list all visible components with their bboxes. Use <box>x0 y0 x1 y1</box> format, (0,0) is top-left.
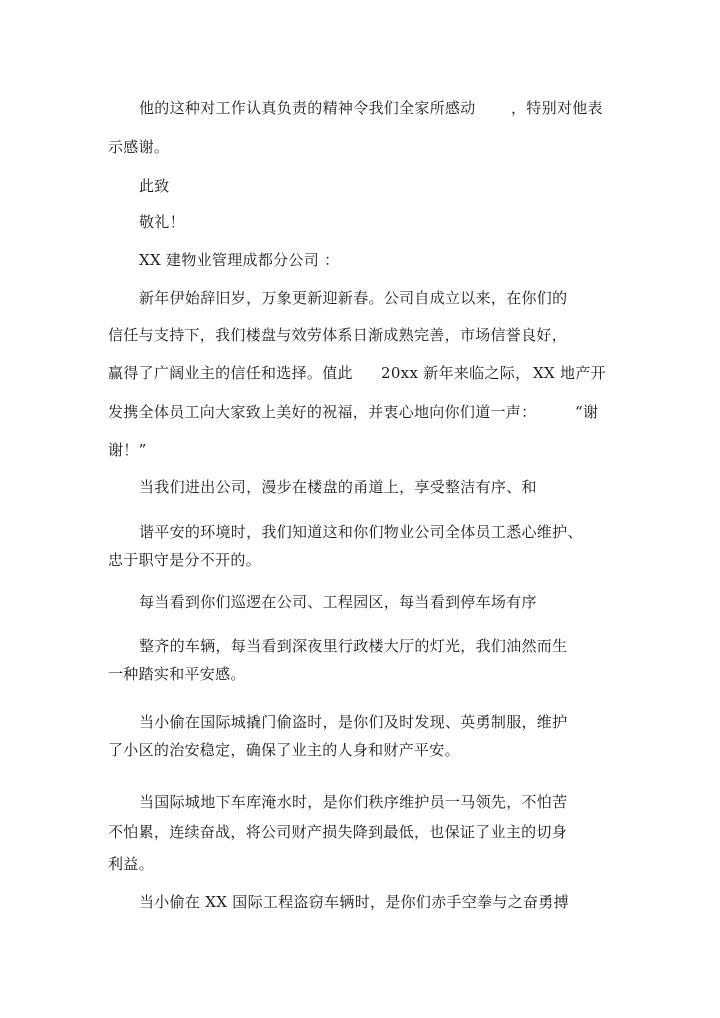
body-line: 了小区的治安稳定，确保了业主的人身和财产平安。 <box>108 741 460 759</box>
body-line: 示感谢。 <box>108 138 170 156</box>
body-line: 忠于职守是分不开的。 <box>108 551 262 569</box>
body-line: 当国际城地下车库淹水时，是你们秩序维护员一马领先，不怕苦 <box>139 793 568 811</box>
closing-salutation: 敬礼！ <box>139 213 185 231</box>
body-line: 20xx 新年来临之际， <box>381 364 531 382</box>
body-line: 他的这种对工作认真负责的精神令我们全家所感动 <box>139 99 476 117</box>
addressee-line: XX 建物业管理成都分公司 ： <box>139 251 340 269</box>
body-line: 整齐的车辆，每当看到深夜里行政楼大厅的灯光，我们油然而生 <box>139 637 568 655</box>
closing-salutation: 此致 <box>139 177 170 195</box>
body-line: 当小偷在 XX 国际工程盗窃车辆时，是你们赤手空拳与之奋勇搏 <box>139 893 569 911</box>
body-line: 当我们进出公司，漫步在楼盘的甬道上，享受整洁有序、和 <box>139 478 537 496</box>
body-line: ，特别对他表 <box>511 99 603 117</box>
body-line: 谢！” <box>108 441 147 459</box>
body-line: 当小偷在国际城撬门偷盗时，是你们及时发现、英勇制服，维护 <box>139 713 568 731</box>
body-line: 发携全体员工向大家致上美好的祝福，并衷心地向你们道一声： <box>108 403 537 421</box>
body-line: 信任与支持下，我们楼盘与效劳体系日渐成熟完善，市场信誉良好， <box>108 326 568 344</box>
body-line: 新年伊始辞旧岁，万象更新迎新春。公司自成立以来，在你们的 <box>139 289 568 307</box>
body-line: 赢得了广阔业主的信任和选择。值此 <box>108 364 353 382</box>
body-line: 谐平安的环境时，我们知道这和你们物业公司全体员工悉心维护、 <box>139 523 583 541</box>
body-line: XX 地产开 <box>533 364 606 382</box>
body-line: 一种踏实和平安感。 <box>108 665 246 683</box>
body-line: 每当看到你们巡逻在公司、工程园区，每当看到停车场有序 <box>139 593 537 611</box>
body-line: “谢 <box>575 403 599 421</box>
body-line: 不怕累，连续奋战，将公司财产损失降到最低，也保证了业主的切身 <box>108 823 568 841</box>
body-line: 利益。 <box>108 855 154 873</box>
